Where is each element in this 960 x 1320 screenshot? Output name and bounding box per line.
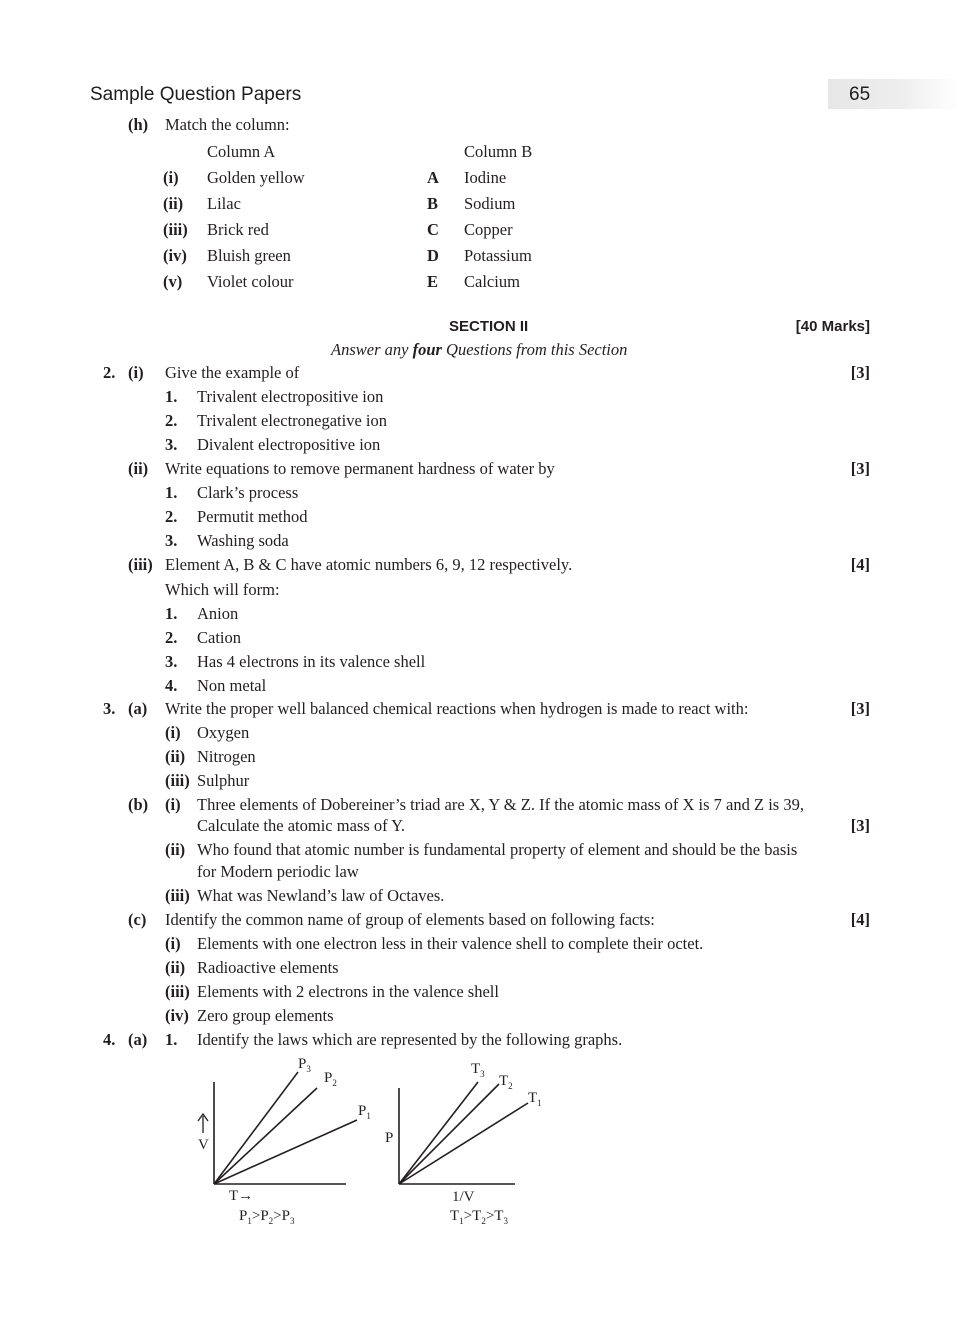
isotherm-line-t3	[399, 1082, 478, 1184]
match-col-a: Brick red	[207, 220, 269, 239]
q3b-i-text-line2: Calculate the atomic mass of Y.	[197, 816, 406, 835]
isobar-line-p3	[214, 1072, 298, 1184]
isobar-line-p2	[214, 1088, 317, 1184]
list-item: Washing soda	[197, 531, 289, 550]
graph-charles-law-labels	[198, 1056, 371, 1226]
page-number: 65	[849, 84, 871, 105]
list-item: Trivalent electronegative ion	[197, 411, 387, 430]
list-num: 1.	[165, 604, 178, 623]
list-num: 2.	[165, 507, 178, 526]
q3b-iii-text: What was Newland’s law of Octaves.	[197, 886, 445, 905]
match-col-b: Sodium	[464, 194, 516, 213]
q4a-text: Identify the laws which are represented by the following graphs.	[197, 1030, 623, 1049]
list-num: (i)	[165, 934, 181, 953]
q3c-text: Identify the common name of group of elements based on following facts:	[165, 910, 655, 929]
list-item: Elements with 2 electrons in the valence shell	[197, 982, 499, 1001]
graph1-ylabel: V	[198, 1137, 209, 1153]
q4a-label: (a)	[128, 1030, 148, 1049]
q2iii-label: (iii)	[128, 555, 153, 574]
list-num: 2.	[165, 628, 178, 647]
q3c-marks: [4]	[850, 910, 870, 929]
q3b-i-marks: [3]	[850, 816, 870, 835]
q3c-label: (c)	[128, 910, 147, 929]
match-col-b: Iodine	[464, 168, 507, 187]
list-item: Elements with one electron less in their valence shell to complete their octet.	[197, 934, 704, 953]
list-item: Nitrogen	[197, 747, 256, 766]
graph2-caption: $T_1>T_2>T_3$	[450, 1208, 508, 1226]
list-num: 3.	[165, 531, 178, 550]
graph1-line-label: $P_1$	[358, 1103, 371, 1121]
list-num: 3.	[165, 435, 178, 454]
graph2-line-label: $T_3$	[471, 1061, 485, 1079]
match-roman: (iv)	[163, 246, 187, 265]
q3b-ii-text-line1: Who found that atomic number is fundamental property of element and should be the basis	[197, 840, 798, 859]
graph2-xlabel: 1/V	[452, 1189, 475, 1205]
list-item: Radioactive elements	[197, 958, 339, 977]
section-title: SECTION II	[449, 318, 529, 335]
q2i-text: Give the example of	[165, 363, 300, 382]
list-num: 1.	[165, 483, 178, 502]
q3b-ii-text-line2: for Modern periodic law	[197, 862, 359, 881]
q2ii-text: Write equations to remove permanent hardness of water by	[165, 459, 555, 478]
list-num: (ii)	[165, 958, 186, 977]
list-num: (i)	[165, 795, 181, 814]
list-item: Cation	[197, 628, 241, 647]
section-marks: [40 Marks]	[795, 318, 870, 335]
match-col-a: Golden yellow	[207, 168, 305, 187]
list-num: 2.	[165, 411, 178, 430]
list-num: (iv)	[165, 1006, 189, 1025]
list-num: (ii)	[165, 747, 186, 766]
isotherm-line-t1	[399, 1103, 528, 1184]
list-item: Anion	[197, 604, 239, 623]
match-letter: C	[427, 220, 439, 239]
graph1-caption: $P_1>P_2>P_3$	[239, 1208, 295, 1226]
graph1-line-label: $P_3$	[298, 1056, 311, 1074]
running-header-title: Sample Question Papers	[90, 84, 302, 105]
q3a-text: Write the proper well balanced chemical reactions when hydrogen is made to react with:	[165, 699, 749, 718]
graph-boyles-law	[399, 1082, 528, 1184]
q2ii-label: (ii)	[128, 459, 149, 478]
list-item: Sulphur	[197, 771, 250, 790]
q2ii-marks: [3]	[850, 459, 870, 478]
q1h-label: (h)	[128, 115, 149, 134]
graph2-ylabel: P	[385, 1130, 394, 1146]
q2i-label: (i)	[128, 363, 144, 382]
q3b-label: (b)	[128, 795, 149, 814]
list-num: (iii)	[165, 886, 190, 905]
list-item: Has 4 electrons in its valence shell	[197, 652, 426, 671]
match-roman: (i)	[163, 168, 179, 187]
q2-number: 2.	[103, 363, 116, 382]
list-num: (i)	[165, 723, 181, 742]
match-col-b: Potassium	[464, 246, 532, 265]
q2iii-text: Element A, B & C have atomic numbers 6, 9, 12 respectively.	[165, 555, 573, 574]
graph2-line-label: $T_1$	[528, 1090, 542, 1108]
match-roman: (ii)	[163, 194, 184, 213]
match-col-a: Lilac	[207, 194, 241, 213]
list-num: 4.	[165, 676, 178, 695]
match-col-a: Bluish green	[207, 246, 291, 265]
graph1-xlabel: T→	[229, 1188, 254, 1204]
list-item: Oxygen	[197, 723, 250, 742]
list-num: (iii)	[165, 771, 190, 790]
match-letter: A	[427, 168, 439, 187]
list-item: Non metal	[197, 676, 267, 695]
q1h-prompt: Match the column:	[165, 115, 290, 134]
q2iii-marks: [4]	[850, 555, 870, 574]
graph2-line-label: $T_2$	[499, 1073, 513, 1091]
list-num: 3.	[165, 652, 178, 671]
q3a-label: (a)	[128, 699, 148, 718]
list-item: Zero group elements	[197, 1006, 334, 1025]
match-roman: (v)	[163, 272, 183, 291]
list-item: Permutit method	[197, 507, 308, 526]
q4-number: 4.	[103, 1030, 116, 1049]
match-col-b: Copper	[464, 220, 513, 239]
list-num: (ii)	[165, 840, 186, 859]
isobar-line-p1	[214, 1120, 357, 1184]
list-item: Divalent electropositive ion	[197, 435, 381, 454]
column-a-heading: Column A	[207, 142, 276, 161]
match-letter: E	[427, 272, 439, 291]
section-instruction: Answer any four Questions from this Section	[331, 340, 628, 359]
list-num: 1.	[165, 387, 178, 406]
q3-number: 3.	[103, 699, 116, 718]
q3b-i-text-line1: Three elements of Dobereiner’s triad are X, Y & Z. If the atomic mass of X is 7 and Z is 39,	[197, 795, 804, 814]
graph-charles-law	[198, 1072, 357, 1184]
list-num: 1.	[165, 1030, 178, 1049]
match-col-a: Violet colour	[207, 272, 294, 291]
match-col-b: Calcium	[464, 272, 520, 291]
list-num: (iii)	[165, 982, 190, 1001]
list-item: Trivalent electropositive ion	[197, 387, 384, 406]
q3a-marks: [3]	[850, 699, 870, 718]
match-letter: D	[427, 246, 439, 265]
q2iii-text2: Which will form:	[165, 580, 280, 599]
match-letter: B	[427, 194, 439, 213]
graph1-line-label: $P_2$	[324, 1070, 337, 1088]
list-item: Clark’s process	[197, 483, 299, 502]
q2i-marks: [3]	[850, 363, 870, 382]
column-b-heading: Column B	[464, 142, 533, 161]
match-roman: (iii)	[163, 220, 188, 239]
isotherm-line-t2	[399, 1084, 499, 1184]
